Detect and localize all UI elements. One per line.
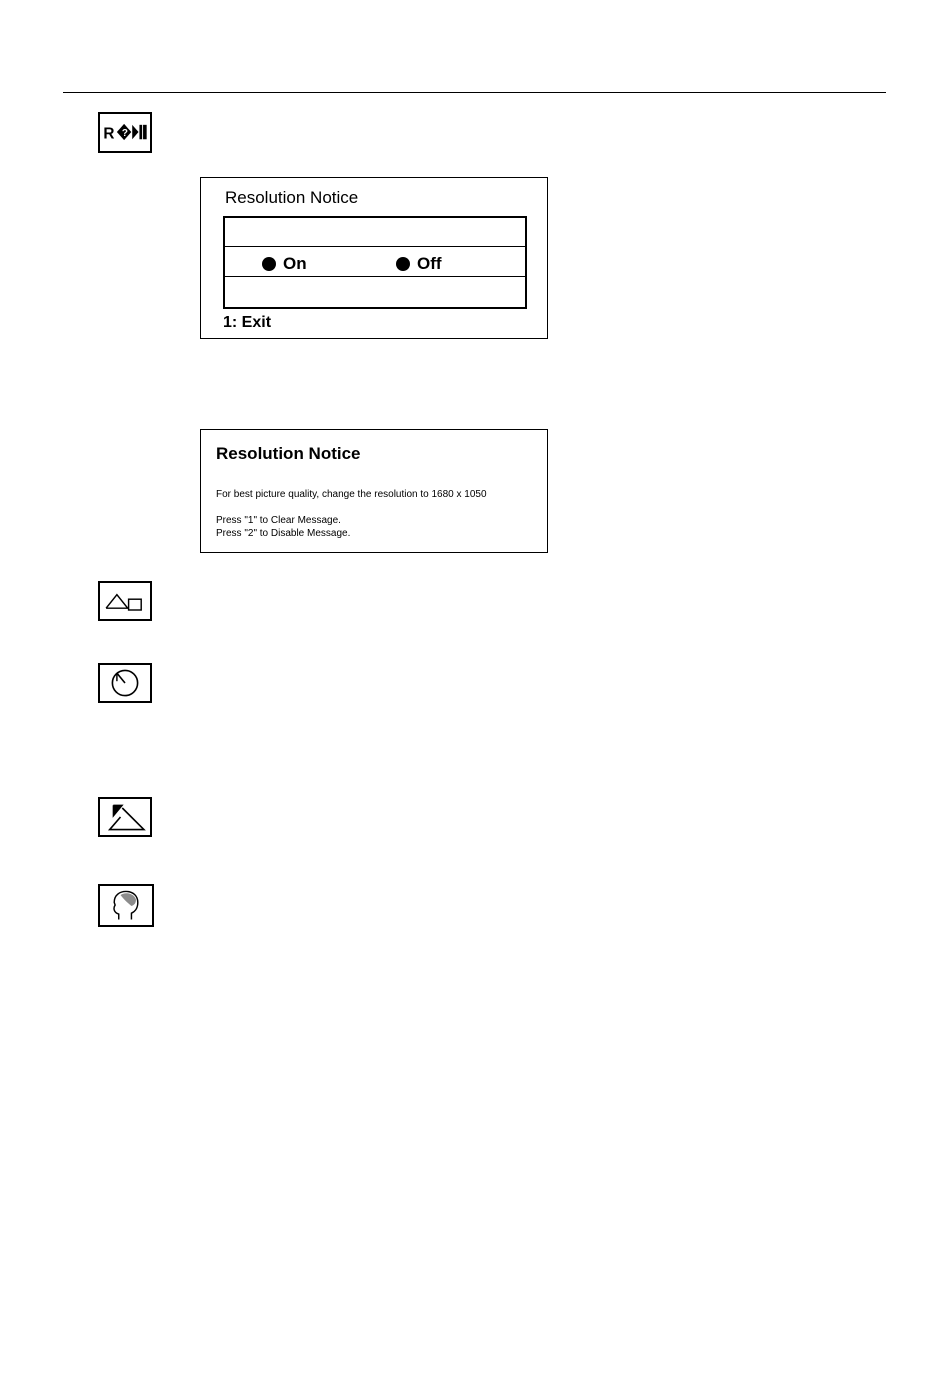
- osd-exit-label: 1: Exit: [223, 314, 272, 331]
- radio-on-icon: [262, 257, 276, 271]
- osd-menu-title: Resolution Notice: [225, 188, 359, 207]
- radio-off-icon: [396, 257, 410, 271]
- osd-option-table: [223, 216, 527, 309]
- svg-text:?: ?: [121, 128, 128, 140]
- position-icon: [98, 581, 152, 621]
- resolution-notice-message-box: [200, 429, 548, 553]
- notice-message: For best picture quality, change the resolution to 1680 x 1050: [216, 489, 487, 500]
- osd-option-on-label: On: [283, 254, 307, 273]
- notice-title: Resolution Notice: [216, 444, 361, 463]
- notice-disable-instruction: Press "2" to Disable Message.: [216, 528, 351, 539]
- resolution-notice-osd-menu: [200, 177, 548, 339]
- osd-row-divider: [225, 246, 525, 247]
- header-rule: [63, 92, 886, 93]
- svg-text:R: R: [103, 125, 115, 143]
- transparency-icon: [98, 797, 152, 837]
- timer-icon: [98, 663, 152, 703]
- language-icon: [98, 884, 154, 927]
- osd-option-on[interactable]: [262, 254, 307, 274]
- resolution-notice-icon: [98, 112, 152, 153]
- osd-option-off[interactable]: [396, 254, 442, 274]
- notice-clear-instruction: Press "1" to Clear Message.: [216, 515, 341, 526]
- osd-option-off-label: Off: [417, 254, 442, 273]
- osd-row-divider: [225, 276, 525, 277]
